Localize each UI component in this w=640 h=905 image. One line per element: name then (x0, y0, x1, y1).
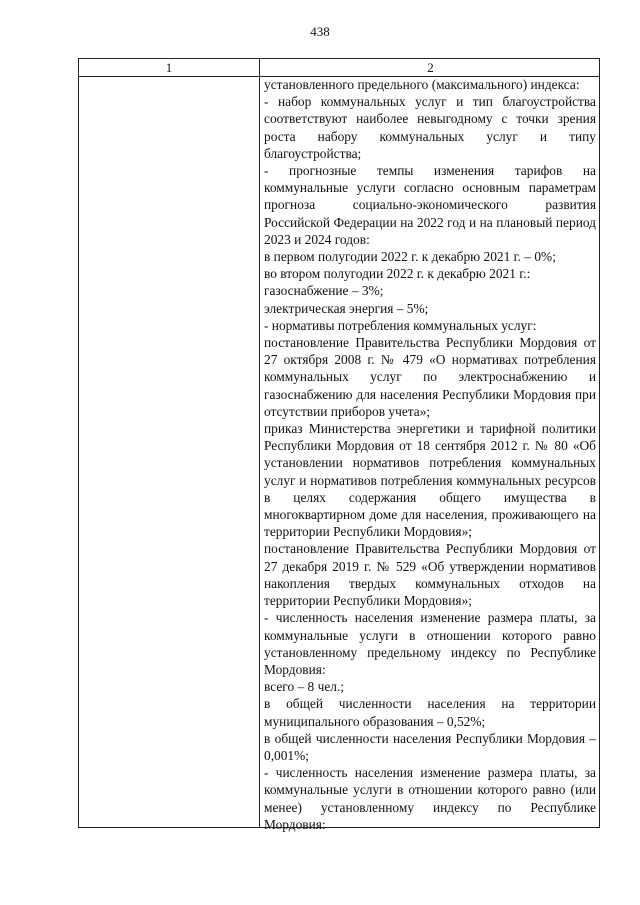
paragraph: во втором полугодии 2022 г. к декабрю 2021 г.: (264, 266, 531, 282)
paragraph: постановление Правительства Республики Мордовия от 27 декабря 2019 г. № 529 «Об утверждении нормативов накопления твердых коммунальных отходов на территории Республики Мордовия»; (264, 541, 596, 609)
column-header-1: 1 (165, 60, 173, 75)
paragraph: газоснабжение – 3%; (264, 283, 384, 299)
column-2-content (264, 76, 596, 833)
document-table (78, 58, 600, 832)
paragraph: в первом полугодии 2022 г. к декабрю 2021 г. – 0%; (264, 249, 556, 265)
column-header-2: 2 (427, 60, 434, 75)
paragraph: в общей численности населения Республики Мордовия – 0,001%; (264, 730, 596, 763)
paragraph: приказ Министерства энергетики и тарифной политики Республики Мордовия от 18 сентября 2012 г. № 80 «Об установлении нормативов потребления коммунальных услуг и нормативов потребления коммунальных ресурсов в целях содержания общего имущества в многоквартирном доме для населения, проживающего на территории Республики Мордовия»; (264, 421, 596, 540)
paragraph: - нормативы потребления коммунальных услуг: (264, 317, 537, 333)
paragraph: установленного предельного (максимального) индекса: (264, 77, 580, 92)
paragraph: электрическая энергия – 5%; (264, 300, 429, 316)
column-divider (259, 59, 260, 827)
paragraph: - численность населения изменение размера платы, за коммунальные услуги в отношении которого равно (или менее) установленному индексу по Республике Мордовия: (264, 765, 596, 832)
page-number: 438 (310, 24, 330, 39)
paragraph: постановление Правительства Республики Мордовия от 27 октября 2008 г. № 479 «О нормативах потребления коммунальных услуг по электроснабжению и газоснабжению для населения Республики Мордовия при отсутствии приборов учета»; (264, 335, 596, 419)
paragraph: всего – 8 чел.; (264, 679, 345, 695)
paragraph: в общей численности населения на территории муниципального образования – 0,52%; (264, 696, 596, 729)
paragraph: - численность населения изменение размера платы, за коммунальные услуги в отношении которого равно установленному предельному индексу по Республике Мордовия: (264, 610, 596, 677)
paragraph: - прогнозные темпы изменения тарифов на коммунальные услуги согласно основным параметрам прогноза социально-экономического развития Российской Федерации на 2022 год и на плановый период 2023 и 2024 годов: (264, 163, 596, 247)
paragraph: - набор коммунальных услуг и тип благоустройства соответствуют наиболее невыгодному с точки зрения роста набору коммунальных услуг и типу благоустройства; (264, 94, 596, 161)
table-header-row (79, 59, 599, 77)
